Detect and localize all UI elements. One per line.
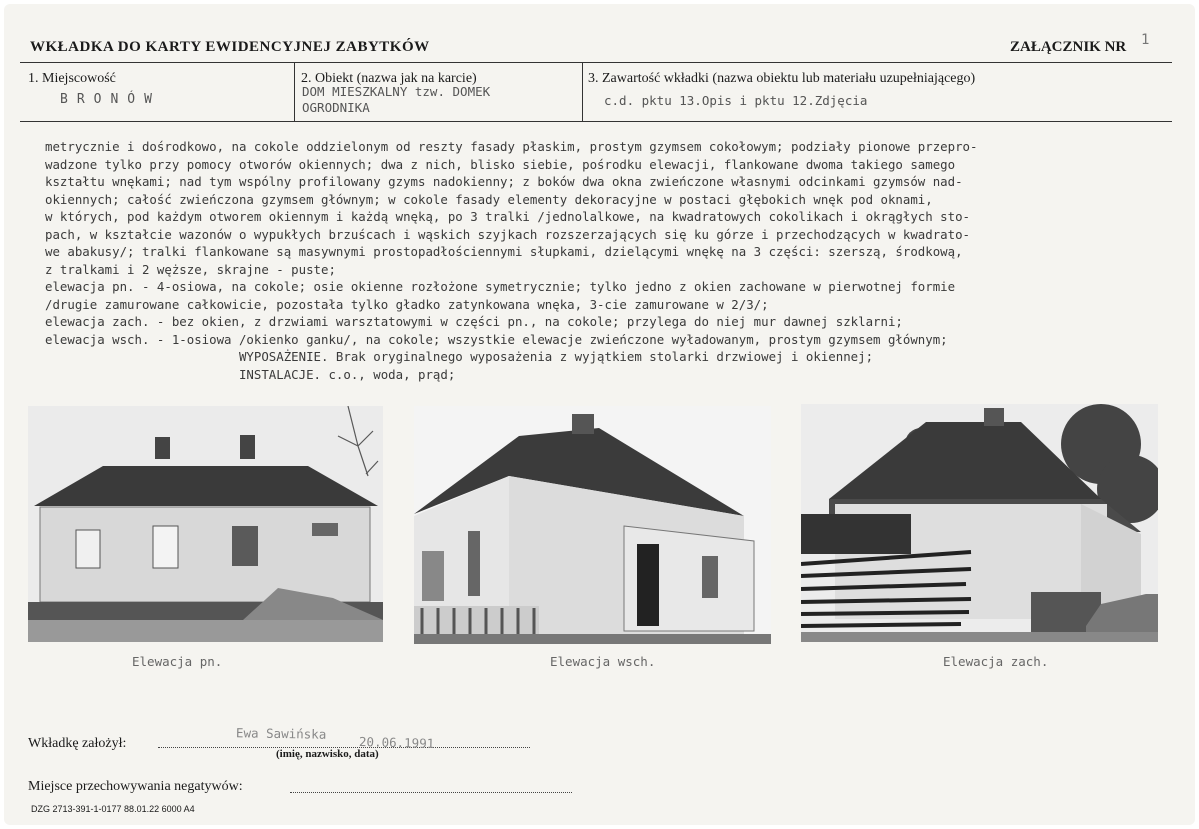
field-2-label: 2. Obiekt (nazwa jak na karcie) xyxy=(301,71,477,86)
text-line: pach, w kształcie wazonów o wypukłych brzuścach i wąskich szyjkach rozszerzających się ku górze i przechodzących w kwadrato- xyxy=(45,226,971,242)
text-line: okiennych; całość zwieńczona gzymsem głównym; w cokole fasady elementy dekoracyjne w postaci głębokich wnęk pod oknami, xyxy=(45,191,933,207)
document-sheet xyxy=(4,4,1195,825)
photo-east-elevation xyxy=(414,406,771,644)
field-3-value: c.d. pktu 13.Opis i pktu 12.Zdjęcia xyxy=(604,93,868,108)
text-line: kształtu wnękami; nad tym wspólny profilowany gzyms nadokienny; z boków dwa okna zwieńczone własnymi odcinkami gzymsów nad- xyxy=(45,174,963,189)
text-line: wadzone tylko przy pomocy otworów okiennych; dwa z nich, blisko siebie, pośrodku elewacji, flankowane dwoma takiego samego xyxy=(45,156,956,172)
text-line: /drugie zamurowane całkowicie, pozostała tylko gładko zatynkowana wnęka, 3-cie zamurowane w 2/3/; xyxy=(45,296,769,312)
founder-name: Ewa Sawińska xyxy=(235,725,327,742)
header-rule-bottom xyxy=(20,121,1172,122)
print-code: DZG 2713-391-1-0177 88.01.22 6000 A4 xyxy=(31,804,195,814)
founder-date: 20.06.1991 xyxy=(358,734,435,751)
text-line: elewacja pn. - 4-osiowa, na cokole; osie okienne rozłożone symetrycznie; tylko jedno z okien zachowane w pierwotnej formie xyxy=(45,279,956,294)
photo-north-elevation xyxy=(28,406,383,642)
attachment-label: ZAŁĄCZNIK NR xyxy=(1010,39,1127,55)
storage-line xyxy=(290,792,572,793)
field-2-value-line2: OGRODNIKA xyxy=(302,100,370,115)
storage-label: Miejsce przechowywania negatywów: xyxy=(28,779,243,794)
photo-caption-north: Elewacja pn. xyxy=(132,654,223,669)
field-3-label: 3. Zawartość wkładki (nazwa obiektu lub materiału uzupełniającego) xyxy=(588,71,976,86)
document-title: WKŁADKA DO KARTY EWIDENCYJNEJ ZABYTKÓW xyxy=(30,39,430,55)
founder-label: Wkładkę założył: xyxy=(28,736,127,751)
field-1-label: 1. Miejscowość xyxy=(28,71,116,86)
founder-hint: (imię, nazwisko, data) xyxy=(276,748,379,760)
text-line: metrycznie i dośrodkowo, na cokole oddzielonym od reszty fasady płaskim, prostym gzymsem cokołowym; podziały pionowe przepro- xyxy=(45,139,978,154)
photo-caption-west: Elewacja zach. xyxy=(943,654,1049,669)
photo-west-elevation xyxy=(801,404,1158,642)
text-line: INSTALACJE. c.o., woda, prąd; xyxy=(45,366,456,382)
text-line: w których, pod każdym otworem okiennym i każdą wnęką, po 3 tralki /jednolalkowe, na kwadratowych cokolikach i okrągłych sto- xyxy=(45,209,971,224)
text-line: elewacja zach. - bez okien, z drzwiami warsztatowymi w części pn., na cokole; przylega do niej mur dawnej szklarni; xyxy=(45,314,903,329)
header-rule-top xyxy=(20,62,1172,63)
text-line: we abakusy/; tralki flankowane są masywnymi prostopadłościennymi słupkami, dzielącymi wnękę na 3 części: szerszą, środkową, xyxy=(45,244,963,259)
field-divider-1 xyxy=(294,62,295,122)
attachment-number: 1 xyxy=(1141,32,1150,48)
text-line: elewacja wsch. - 1-osiowa /okienko ganku/, na cokole; wszystkie elewacje zwieńczone wyładowanym, prostym gzymsem głównym; xyxy=(45,331,948,347)
photo-caption-east: Elewacja wsch. xyxy=(550,654,656,669)
field-divider-2 xyxy=(582,62,583,122)
field-2-value-line1: DOM MIESZKALNY tzw. DOMEK xyxy=(302,84,491,99)
field-1-value: BRONÓW xyxy=(60,92,161,107)
description-text xyxy=(45,138,1165,383)
text-line: z tralkami i 2 węższe, skrajne - puste; xyxy=(45,261,336,277)
text-line: WYPOSAŻENIE. Brak oryginalnego wyposażenia z wyjątkiem stolarki drzwiowej i okiennej; xyxy=(45,349,874,364)
